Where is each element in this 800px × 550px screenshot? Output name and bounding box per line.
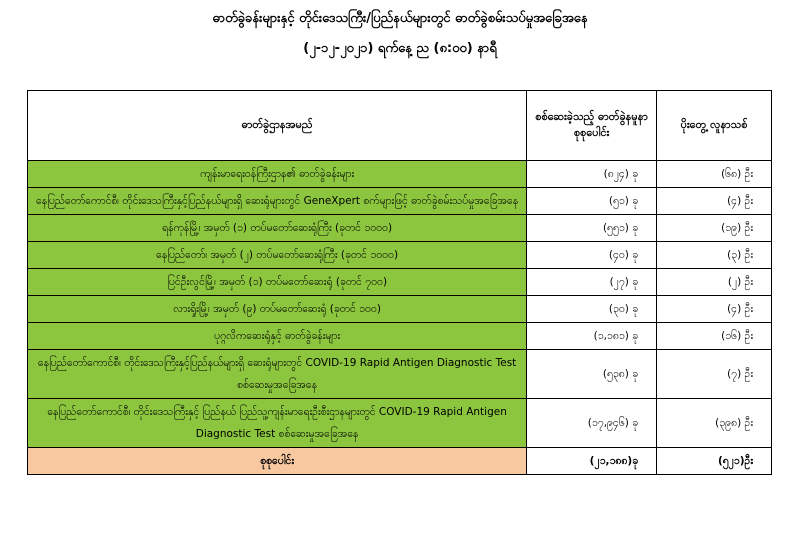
positive-cell: (၁၆) ဦး — [657, 323, 772, 350]
table-row — [28, 269, 772, 296]
header-new-positive: ပိုးတွေ့ လူနာသစ် — [657, 91, 772, 161]
table-row — [28, 296, 772, 323]
positive-cell: (၁၉) ဦး — [657, 215, 772, 242]
table-row — [28, 215, 772, 242]
tested-cell: (၃၀) ခု — [527, 296, 657, 323]
tested-cell: (၂၇) ခု — [527, 269, 657, 296]
lab-testing-table — [27, 90, 772, 475]
positive-cell: (၄) ဦး — [657, 296, 772, 323]
lab-name-cell: ပုဂ္ဂလိကဆေးရုံနှင့် ဓာတ်ခွဲခန်းများ — [28, 323, 527, 350]
tested-cell: (၁,၁၈၁) ခု — [527, 323, 657, 350]
lab-name-cell: နေပြည်တော်ကောင်စီ၊ တိုင်းဒေသကြီးနှင့် ပြည်နယ် ပြည်သူ့ကျန်းမာရေးဦးစီးဌာနများတွင် COVID-19 Rapid Antigen Diagnostic Test စစ်ဆေးမှုအခြေအနေ — [28, 399, 527, 448]
positive-cell: (၇) ဦး — [657, 350, 772, 399]
lab-name-cell: လားရှိုးမြို့၊ အမှတ် (၉) တပ်မတော်ဆေးရုံ (ခုတင် ၁၀၀) — [28, 296, 527, 323]
header-lab-name: ဓာတ်ခွဲဌာနအမည် — [28, 91, 527, 161]
tested-cell: (၅၅၁) ခု — [527, 215, 657, 242]
total-tested: (၂၁,၁၈၈)ခု — [527, 448, 657, 475]
report-title: ဓာတ်ခွဲခန်းများနှင့် တိုင်းဒေသကြီး/ပြည်နယ်များတွင် ဓာတ်ခွဲစမ်းသပ်မှုအခြေအနေ — [212, 11, 588, 26]
table-row — [28, 161, 772, 188]
tested-cell: (၅၁) ခု — [527, 188, 657, 215]
tested-cell: (၅၃၈) ခု — [527, 350, 657, 399]
total-row — [28, 448, 772, 475]
tested-cell: (၄၀) ခု — [527, 242, 657, 269]
lab-name-cell: နေပြည်တော်၊ အမှတ် (၂) တပ်မတော်ဆေးရုံကြီး (ခုတင် ၁၀၀၀) — [28, 242, 527, 269]
lab-name-cell: နေပြည်တော်ကောင်စီ၊ တိုင်းဒေသကြီးနှင့်ပြည်နယ်များရှိ ဆေးရုံများတွင် GeneXpert စက်များဖြင့် ဓာတ်ခွဲစမ်းသပ်မှုအခြေအနေ — [28, 188, 527, 215]
table-row — [28, 188, 772, 215]
table-row — [28, 323, 772, 350]
table-row — [28, 242, 772, 269]
positive-cell: (၃) ဦး — [657, 242, 772, 269]
table-row — [28, 350, 772, 399]
positive-cell: (၄) ဦး — [657, 188, 772, 215]
total-label: စုစုပေါင်း — [28, 448, 527, 475]
lab-name-cell: ရန်ကုန်မြို့၊ အမှတ် (၁) တပ်မတော်ဆေးရုံကြီး (ခုတင် ၁၀၀၀) — [28, 215, 527, 242]
positive-cell: (၃၉၈) ဦး — [657, 399, 772, 448]
total-positive: (၅၂၁)ဦး — [657, 448, 772, 475]
lab-name-cell: ကျန်းမာရေးဝန်ကြီးဌာန၏ ဓာတ်ခွဲခန်းများ — [28, 161, 527, 188]
positive-cell: (၂) ဦး — [657, 269, 772, 296]
positive-cell: (၆၈) ဦး — [657, 161, 772, 188]
lab-name-cell: ပြင်ဦးလွင်မြို့၊ အမှတ် (၁) တပ်မတော်ဆေးရုံ (ခုတင် ၇၀၀) — [28, 269, 527, 296]
tested-cell: (၈၂၄) ခု — [527, 161, 657, 188]
table-header-row — [28, 91, 772, 161]
lab-name-cell: နေပြည်တော်ကောင်စီ၊ တိုင်းဒေသကြီးနှင့်ပြည်နယ်များရှိ ဆေးရုံများတွင် COVID-19 Rapid Antigen Diagnostic Test စစ်ဆေးမှုအခြေအနေ — [28, 350, 527, 399]
table-row — [28, 399, 772, 448]
header-tested-total: စစ်ဆေးခဲ့သည့် ဓာတ်ခွဲနမူနာ စုစုပေါင်း — [527, 91, 657, 161]
tested-cell: (၁၇,၉၄၆) ခု — [527, 399, 657, 448]
report-datetime: (၂-၁၂-၂၀၂၁) ရက်နေ့ ည (၈:၀၀) နာရီ — [303, 41, 497, 56]
